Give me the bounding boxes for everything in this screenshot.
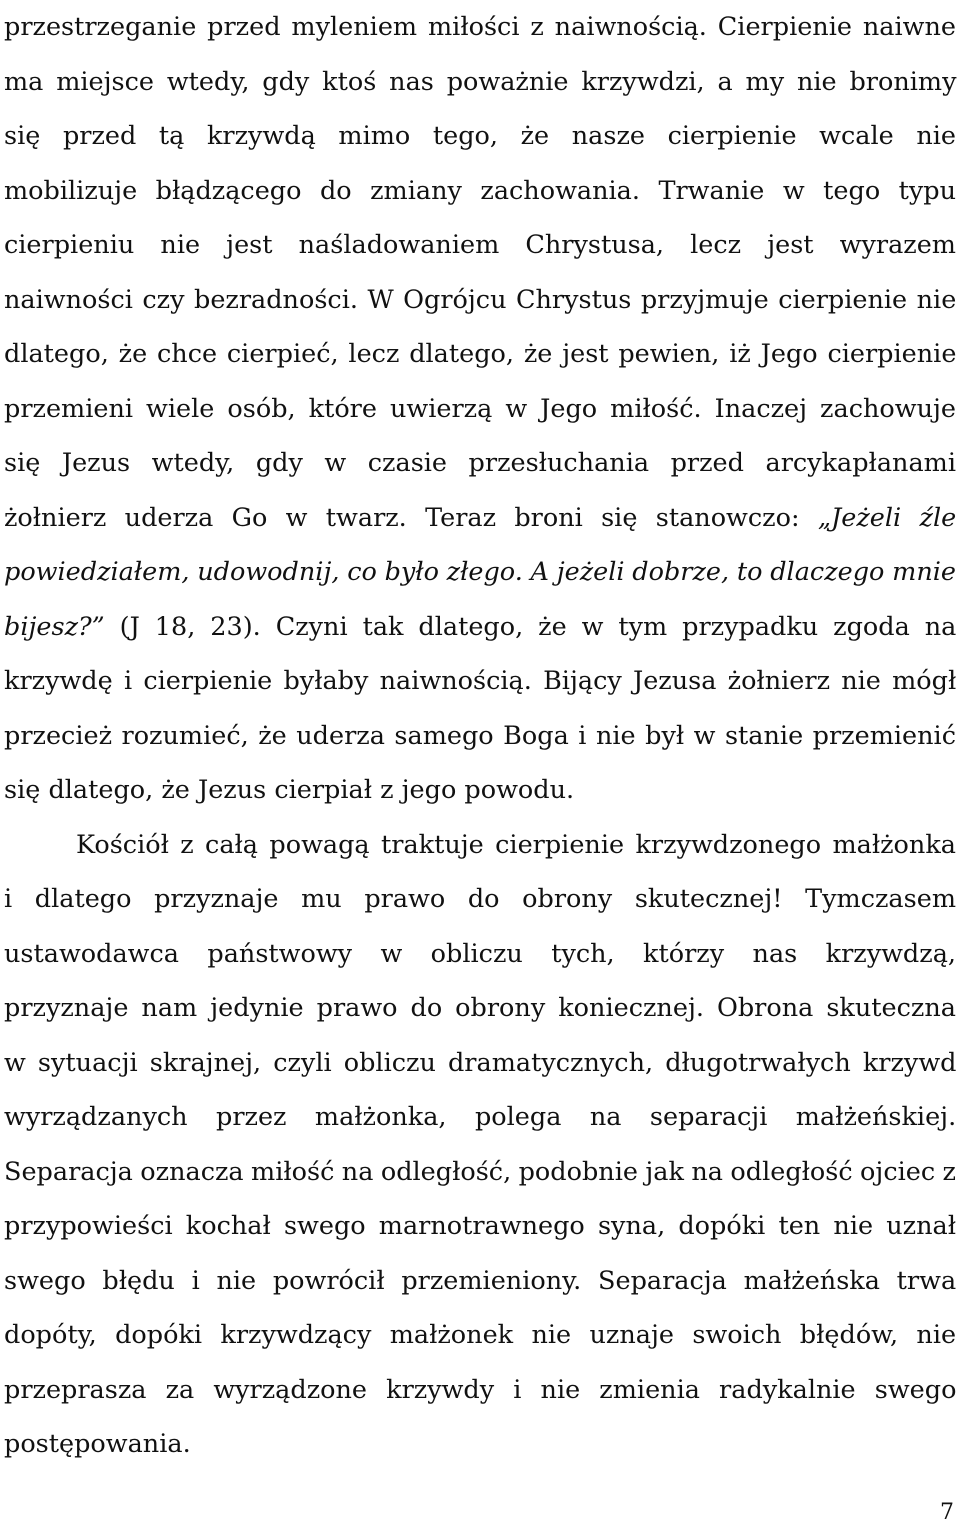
text-line: wyrządzanych przez małżonka, polega na separacji małżeńskiej. bbox=[4, 1102, 957, 1132]
paragraph-1 bbox=[4, 0, 956, 818]
text-line: przestrzeganie przed myleniem miłości z naiwnością. Cierpienie naiwne bbox=[4, 12, 956, 42]
quote-segment: bijesz?” bbox=[4, 611, 105, 642]
text-line: mobilizuje błądzącego do zmiany zachowania. Trwanie w tego typu bbox=[4, 175, 957, 206]
text-line bbox=[4, 600, 956, 655]
text-line bbox=[4, 491, 956, 546]
paragraph-2 bbox=[4, 818, 956, 1472]
text-line: się przed tą krzywdą mimo tego, że nasze cierpienie wcale nie bbox=[4, 121, 956, 151]
text-line: się Jezus wtedy, gdy w czasie przesłuchania przed arcykapłanami bbox=[4, 448, 956, 478]
text-segment: (J 18, 23). Czyni tak dlatego, że w tym przypadku zgoda na bbox=[104, 611, 957, 642]
text-line: dopóty, dopóki krzywdzący małżonek nie uznaje swoich błędów, nie bbox=[4, 1320, 957, 1350]
text-line: swego błędu i nie powrócił przemieniony. Separacja małżeńska trwa bbox=[4, 1265, 957, 1296]
text-line: i dlatego przyznaje mu prawo do obrony skutecznej! Tymczasem bbox=[4, 884, 956, 914]
quote-line: powiedziałem, udowodnij, co było złego. A jeżeli dobrze, to dlaczego mnie bbox=[4, 557, 956, 587]
text-line: przeprasza za wyrządzone krzywdy i nie zmienia radykalnie swego bbox=[4, 1374, 957, 1405]
text-line: przecież rozumieć, że uderza samego Boga i nie był w stanie przemienić bbox=[4, 720, 956, 751]
text-line: cierpieniu nie jest naśladowaniem Chrystusa, lecz jest wyrazem bbox=[4, 230, 956, 260]
text-line: przemieni wiele osób, które uwierzą w Jego miłość. Inaczej zachowuje bbox=[4, 393, 956, 424]
text-line: przyznaje nam jedynie prawo do obrony koniecznej. Obrona skuteczna bbox=[4, 993, 956, 1023]
text-line: postępowania. bbox=[4, 1429, 191, 1459]
text-line: ma miejsce wtedy, gdy ktoś nas poważnie krzywdzi, a my nie bronimy bbox=[4, 66, 957, 97]
text-segment: Kościół z całą powagą traktuje cierpienie krzywdzonego małżonka bbox=[76, 829, 956, 860]
text-line: krzywdę i cierpienie byłaby naiwnością. Bijący Jezusa żołnierz nie mógł bbox=[4, 666, 957, 696]
text-line bbox=[4, 818, 956, 873]
text-line: w sytuacji skrajnej, czyli obliczu dramatycznych, długotrwałych krzywd bbox=[4, 1047, 957, 1078]
page-number: 7 bbox=[940, 1500, 954, 1525]
document-page bbox=[4, 0, 956, 1472]
text-line: się dlatego, że Jezus cierpiał z jego powodu. bbox=[4, 775, 575, 805]
text-line: dlatego, że chce cierpieć, lecz dlatego, że jest pewien, iż Jego cierpienie bbox=[4, 339, 957, 369]
text-line: naiwności czy bezradności. W Ogrójcu Chrystus przyjmuje cierpienie nie bbox=[4, 284, 957, 315]
text-line: ustawodawca państwowy w obliczu tych, którzy nas krzywdzą, bbox=[4, 938, 956, 969]
text-segment: żołnierz uderza Go w twarz. Teraz broni się stanowczo: bbox=[4, 502, 818, 533]
text-line: Separacja oznacza miłość na odległość, podobnie jak na odległość ojciec z bbox=[4, 1156, 956, 1187]
text-line: przypowieści kochał swego marnotrawnego syna, dopóki ten nie uznał bbox=[4, 1211, 956, 1241]
quote-segment: „Jeżeli źle bbox=[817, 502, 957, 533]
